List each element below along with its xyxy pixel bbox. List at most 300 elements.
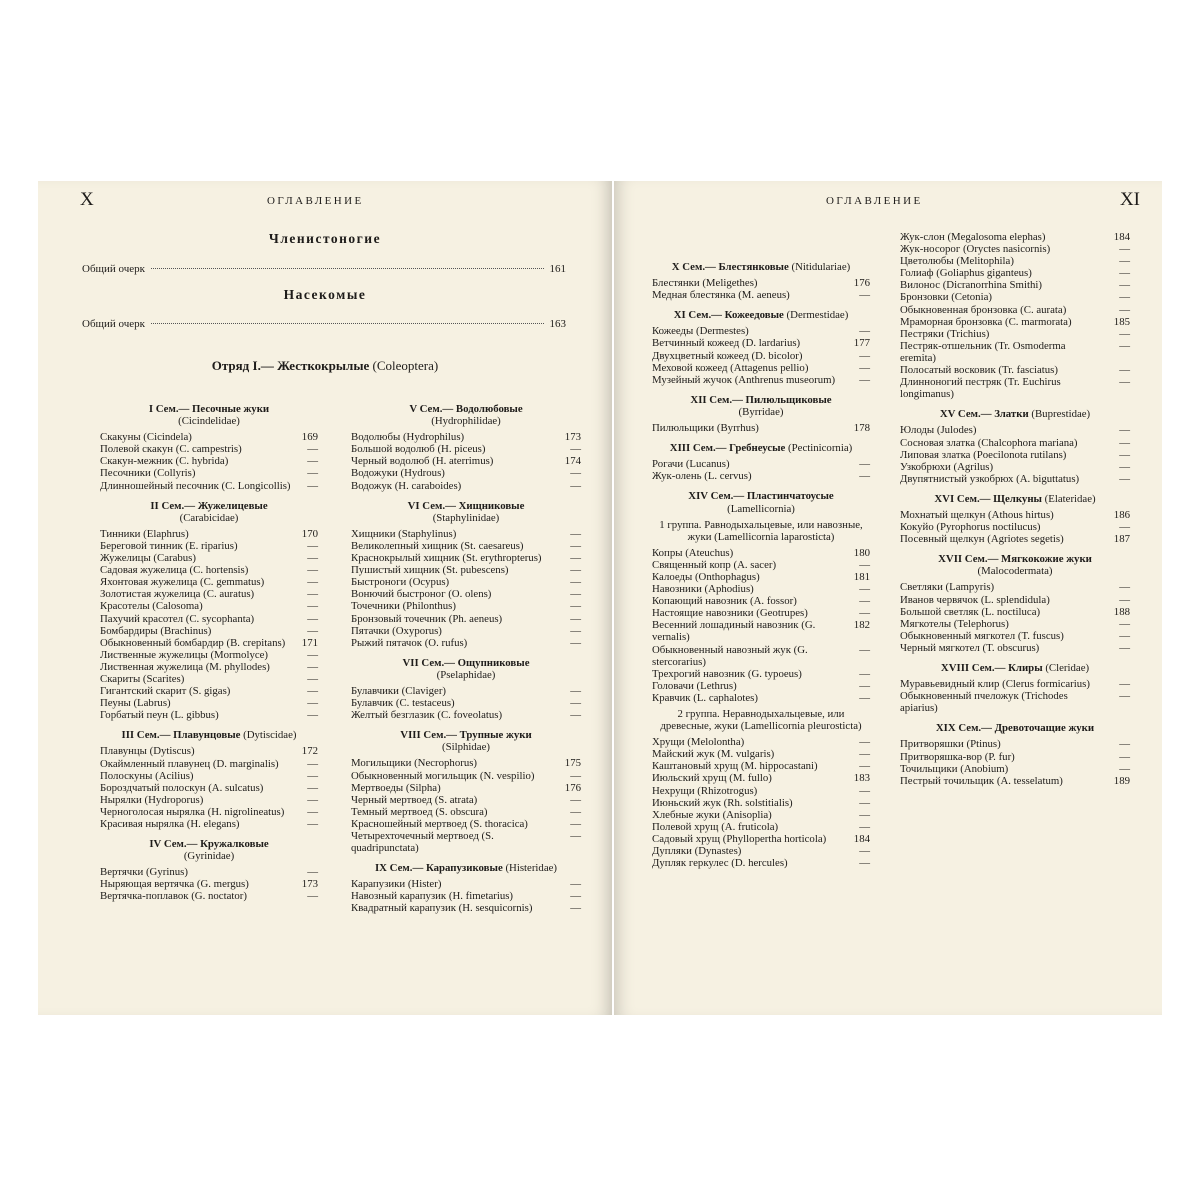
family-latin-name: (Cleridae): [1042, 662, 1090, 674]
entry-page-number: 185: [1113, 315, 1130, 328]
toc-entry: [900, 449, 1130, 461]
entry-title: Июньский жук (Rh. solstitialis): [652, 796, 793, 809]
entry-title: Садовая жужелица (C. hortensis): [100, 564, 249, 577]
toc-entry: [100, 588, 318, 600]
overview-page: 163: [549, 318, 566, 330]
toc-entry: [100, 564, 318, 576]
entry-page-number: —: [859, 760, 870, 773]
entry-page-number: —: [1119, 460, 1130, 473]
toc-entry: [652, 422, 870, 434]
family-latin-name: (Carabicidae): [179, 511, 239, 524]
toc-entry: [900, 690, 1130, 714]
toc-entry: [100, 782, 318, 794]
entry-title: Мертвоеды (Silpha): [351, 781, 441, 794]
entry-page-number: —: [859, 845, 870, 858]
toc-entry: [652, 736, 870, 748]
entry-title: Черный мягкотел (T. obscurus): [900, 641, 1040, 654]
entry-title: Черноголосая нырялка (H. nigrolineatus): [100, 805, 285, 818]
toc-entry: [351, 794, 581, 806]
family-latin-name: (Dytiscidae): [240, 729, 297, 742]
entry-title: Посевный щелкун (Agriotes segetis): [900, 533, 1064, 546]
entry-page-number: —: [859, 667, 870, 680]
entry-title: Мохнатый щелкун (Athous hirtus): [900, 508, 1054, 521]
family-heading: [351, 403, 581, 427]
entry-page-number: —: [307, 672, 318, 685]
entry-page-number: —: [307, 757, 318, 770]
entry-page-number: 184: [853, 832, 870, 845]
page-number: X: [80, 189, 94, 210]
overview-entry-arthropods: [82, 263, 566, 275]
entry-page-number: 180: [853, 546, 870, 559]
family-latin-name: (Elateridae): [1041, 492, 1096, 505]
entry-title: Калоеды (Onthophagus): [652, 570, 760, 583]
entry-page-number: —: [570, 817, 581, 830]
entry-page-number: —: [1119, 641, 1130, 654]
entry-page-number: —: [1119, 255, 1130, 268]
toc-entry: [900, 751, 1130, 763]
entry-title: Точечники (Philonthus): [351, 600, 456, 613]
toc-entry: [351, 830, 581, 854]
group-heading: 1 группа. Равнодыхальцевые, или навозные, жуки (Lamellicornia laparosticta): [659, 518, 863, 543]
entry-page-number: —: [570, 636, 581, 649]
toc-entry: [900, 606, 1130, 618]
entry-title: Пятачки (Oxyporus): [351, 624, 442, 637]
toc-entry: [652, 374, 870, 386]
toc-entry: [100, 528, 318, 540]
entry-title: Вилонос (Dicranorrhina Smithi): [900, 279, 1042, 292]
entry-page-number: —: [1119, 629, 1130, 642]
toc-entry: [652, 644, 870, 668]
entry-page-number: —: [859, 820, 870, 833]
entry-title: Бронзовый точечник (Ph. aeneus): [351, 612, 503, 625]
entry-page-number: 172: [301, 745, 318, 758]
family-latin-name: (Silphidae): [442, 741, 490, 754]
entry-title: Красношейный мертвоед (S. thoracica): [351, 817, 528, 830]
family-name: IV Сем.— Кружалковые: [149, 838, 269, 851]
entry-page-number: —: [570, 890, 581, 903]
toc-entry: [652, 470, 870, 482]
entry-title: Черный водолюб (H. aterrimus): [351, 455, 494, 468]
family-name: VIII Сем.— Трупные жуки: [400, 729, 532, 742]
family-name: II Сем.— Жужелицевые: [150, 499, 268, 512]
entry-title: Обыкновенный пчеложук (Trichodes apiarius): [900, 690, 1068, 715]
entry-title: Мраморная бронзовка (C. marmorata): [900, 315, 1072, 328]
entry-page-number: —: [859, 691, 870, 704]
toc-entry: [100, 758, 318, 770]
entry-page-number: 169: [301, 431, 318, 444]
entry-page-number: 174: [564, 455, 581, 468]
toc-entry: [900, 255, 1130, 267]
entry-page-number: —: [1119, 678, 1130, 691]
entry-title: Обыкновенный бомбардир (B. crepitans): [100, 636, 286, 649]
family-heading: [652, 490, 870, 514]
family-name: XII Сем.— Пилюльщиковые: [690, 393, 832, 406]
toc-entry: [900, 509, 1130, 521]
toc-entry: [652, 547, 870, 559]
entry-title: Обыкновенный мягкотел (T. fuscus): [900, 629, 1064, 642]
toc-entry: [900, 316, 1130, 328]
entry-page-number: 181: [853, 570, 870, 583]
entry-page-number: —: [1119, 738, 1130, 751]
entry-title: Блестянки (Meligethes): [652, 277, 758, 290]
entry-title: Весенний лошадиный навозник (G. vernalis): [652, 619, 816, 644]
entry-title: Кокуйо (Pyrophorus noctilucus): [900, 521, 1041, 534]
entry-title: Пахучий красотел (C. sycophanta): [100, 612, 255, 625]
family-latin-name: (Buprestidae): [1028, 408, 1091, 421]
section-title-insects: Насекомые: [283, 287, 367, 302]
toc-column-2: [351, 403, 581, 915]
toc-entry: [351, 902, 581, 914]
entry-title: Водожуки (Hydrous): [351, 467, 445, 480]
toc-entry: [900, 304, 1130, 316]
family-latin-name: (Staphylinidae): [432, 511, 500, 524]
toc-entry: [900, 473, 1130, 485]
entry-title: Булавчики (Claviger): [351, 684, 447, 697]
entry-title: Настоящие навозники (Geotrupes): [652, 607, 808, 620]
entry-page-number: —: [307, 660, 318, 673]
entry-title: Навозники (Aphodius): [652, 583, 754, 596]
family-latin-name: (Byrridae): [738, 405, 784, 418]
family-latin-name: (Pselaphidae): [436, 668, 496, 681]
entry-title: Водожук (H. caraboides): [351, 479, 462, 492]
entry-title: Рыжий пятачок (O. rufus): [351, 636, 468, 649]
toc-entry: [351, 576, 581, 588]
order-heading-bold: Отряд I.— Жесткокрылые: [211, 358, 370, 373]
entry-title: Точильщики (Anobium): [900, 762, 1009, 775]
toc-entry: [652, 458, 870, 470]
entry-title: Меховой кожеед (Attagenus pellio): [652, 361, 809, 374]
section-title-arthropods: Членистоногие: [268, 231, 382, 246]
entry-page-number: —: [570, 805, 581, 818]
entry-page-number: —: [1119, 750, 1130, 763]
toc-entry: [652, 325, 870, 337]
toc-entry: [100, 552, 318, 564]
toc-entry: [900, 364, 1130, 376]
entry-page-number: —: [570, 467, 581, 480]
entry-page-number: 176: [853, 277, 870, 290]
entry-title: Быстроноги (Ocypus): [351, 576, 450, 589]
entry-page-number: —: [1119, 448, 1130, 461]
toc-entry: [351, 528, 581, 540]
entry-page-number: —: [307, 709, 318, 722]
toc-entry: [652, 785, 870, 797]
entry-page-number: —: [570, 709, 581, 722]
entry-title: Медная блестянка (M. aeneus): [652, 289, 790, 302]
entry-page-number: —: [307, 576, 318, 589]
family-name: IX Сем.— Карапузиковые: [374, 862, 503, 875]
toc-entry: [351, 818, 581, 830]
toc-entry: [100, 794, 318, 806]
toc-column-4: [900, 231, 1130, 787]
entry-title: Водолюбы (Hydrophilus): [351, 431, 465, 444]
entry-title: Майский жук (M. vulgaris): [652, 748, 775, 761]
entry-title: Садовый хрущ (Phyllopertha horticola): [652, 832, 827, 845]
entry-title: Двупятнистый узкобрюх (A. biguttatus): [900, 472, 1080, 485]
entry-page-number: —: [307, 648, 318, 661]
entry-page-number: —: [307, 479, 318, 492]
toc-entry: [900, 376, 1130, 400]
family-name: XIX Сем.— Древоточащие жуки: [935, 722, 1095, 735]
entry-page-number: —: [1119, 472, 1130, 485]
entry-page-number: —: [859, 643, 870, 656]
entry-title: Большой водолюб (H. piceus): [351, 443, 486, 456]
entry-title: Хищники (Staphylinus): [351, 527, 457, 540]
entry-title: Скакуны (Cicindela): [100, 431, 192, 444]
toc-entry: [100, 818, 318, 830]
entry-title: Вертячка-поплавок (G. noctator): [100, 890, 247, 903]
entry-title: Полевой скакун (C. campestris): [100, 443, 242, 456]
toc-entry: [900, 461, 1130, 473]
toc-entry: [900, 738, 1130, 750]
entry-page-number: —: [307, 805, 318, 818]
toc-entry: [100, 455, 318, 467]
entry-title: Великолепный хищник (St. caesareus): [351, 539, 524, 552]
entry-title: Музейный жучок (Anthrenus museorum): [652, 373, 836, 386]
entry-title: Иванов червячок (L. splendidula): [900, 593, 1050, 606]
entry-title: Золотистая жужелица (C. auratus): [100, 588, 255, 601]
family-heading: [100, 729, 318, 741]
entry-page-number: —: [859, 857, 870, 870]
entry-page-number: —: [570, 697, 581, 710]
toc-column-1: [100, 403, 318, 903]
entry-title: Лиственные жужелицы (Mormolyce): [100, 648, 269, 661]
toc-entry: [100, 600, 318, 612]
entry-title: Голиаф (Goliaphus giganteus): [900, 267, 1032, 280]
leader-dots: [151, 268, 543, 269]
toc-entry: [900, 243, 1130, 255]
family-name: VII Сем.— Ощупниковые: [402, 656, 530, 669]
entry-title: Могильщики (Necrophorus): [351, 757, 478, 770]
toc-entry: [100, 649, 318, 661]
entry-page-number: —: [307, 539, 318, 552]
entry-page-number: —: [570, 539, 581, 552]
family-name: I Сем.— Песочные жуки: [148, 403, 270, 415]
entry-page-number: —: [1119, 291, 1130, 304]
toc-entry: [652, 362, 870, 374]
entry-page-number: —: [307, 818, 318, 830]
entry-title: Цветолюбы (Melitophila): [900, 255, 1014, 268]
entry-title: Тинники (Elaphrus): [100, 527, 189, 540]
toc-entry: [100, 697, 318, 709]
entry-page-number: —: [307, 612, 318, 625]
entry-title: Июльский хрущ (M. fullo): [652, 772, 772, 785]
entry-title: Узкобрюхи (Agrilus): [900, 460, 994, 473]
entry-page-number: —: [307, 552, 318, 565]
family-heading: [351, 500, 581, 524]
entry-title: Нырялки (Hydroporus): [100, 793, 204, 806]
entry-page-number: —: [307, 467, 318, 480]
entry-page-number: —: [1119, 762, 1130, 775]
toc-entry: [652, 607, 870, 619]
entry-page-number: —: [1119, 424, 1130, 437]
entry-title: Четырехточечный мертвоед (S. quadripunctata): [351, 830, 494, 855]
entry-title: Копры (Ateuchus): [652, 546, 734, 559]
toc-entry: [900, 763, 1130, 775]
toc-entry: [900, 618, 1130, 630]
entry-title: Длинноногий пестряк (Tr. Euchirus longimanus): [900, 376, 1061, 401]
entry-title: Квадратный карапузик (H. sesquicornis): [351, 902, 533, 915]
entry-title: Притворяшки (Ptinus): [900, 738, 1001, 751]
toc-entry: [100, 661, 318, 673]
family-heading: [900, 408, 1130, 420]
family-latin-name: (Pectinicornia): [785, 442, 853, 455]
entry-title: Бороздчатый полоскун (A. sulcatus): [100, 781, 264, 794]
entry-title: Черный мертвоед (S. atrata): [351, 793, 478, 806]
toc-entry: [652, 277, 870, 289]
toc-entry: [900, 642, 1130, 654]
entry-page-number: —: [859, 796, 870, 809]
toc-entry: [100, 709, 318, 721]
entry-page-number: —: [307, 600, 318, 613]
entry-title: Булавчик (C. testaceus): [351, 697, 455, 710]
entry-title: Обыкновенный навозный жук (G. stercorarius): [652, 643, 808, 668]
family-latin-name: (Malocodermata): [977, 565, 1053, 578]
entry-title: Полосатый восковик (Tr. fasciatus): [900, 364, 1058, 377]
toc-entry: [351, 625, 581, 637]
entry-title: Юлоды (Julodes): [900, 424, 977, 437]
entry-page-number: —: [859, 748, 870, 761]
toc-entry: [351, 455, 581, 467]
entry-page-number: —: [1119, 243, 1130, 256]
toc-entry: [900, 437, 1130, 449]
toc-entry: [351, 878, 581, 890]
entry-page-number: —: [859, 679, 870, 692]
toc-entry: [900, 328, 1130, 340]
entry-title: Кравчик (L. caphalotes): [652, 691, 758, 704]
entry-page-number: —: [859, 607, 870, 620]
entry-page-number: —: [570, 878, 581, 891]
entry-title: Бомбардиры (Brachinus): [100, 624, 212, 637]
entry-page-number: —: [570, 612, 581, 625]
entry-title: Двухцветный кожеед (D. bicolor): [652, 349, 803, 362]
family-latin-name: (Lamellicornia): [727, 502, 795, 515]
toc-entry: [652, 571, 870, 583]
toc-entry: [652, 619, 870, 643]
toc-entry: [351, 685, 581, 697]
family-heading: [351, 862, 581, 874]
entry-title: Пестрый точильщик (A. tesselatum): [900, 774, 1063, 787]
entry-page-number: —: [859, 289, 870, 302]
entry-title: Желтый безглазик (C. foveolatus): [351, 709, 503, 722]
toc-entry: [351, 637, 581, 649]
entry-page-number: 175: [564, 757, 581, 770]
left-page: [38, 181, 612, 1015]
family-name: XIII Сем.— Гребнеусые: [669, 442, 786, 455]
entry-page-number: —: [859, 325, 870, 338]
toc-entry: [351, 540, 581, 552]
toc-entry: [900, 678, 1130, 690]
entry-title: Краснокрылый хищник (St. erythropterus): [351, 552, 542, 565]
toc-entry: [900, 340, 1130, 364]
entry-page-number: —: [307, 769, 318, 782]
toc-entry: [652, 797, 870, 809]
family-heading: [100, 500, 318, 524]
entry-page-number: —: [859, 595, 870, 608]
overview-label: Общий очерк: [82, 263, 146, 275]
entry-page-number: 170: [301, 527, 318, 540]
toc-entry: [100, 878, 318, 890]
toc-entry: [351, 600, 581, 612]
entry-title: Вертячки (Gyrinus): [100, 866, 188, 879]
entry-page-number: —: [1119, 327, 1130, 340]
family-heading: [900, 493, 1130, 505]
entry-page-number: —: [307, 866, 318, 879]
toc-entry: [100, 540, 318, 552]
entry-page-number: —: [859, 349, 870, 362]
entry-title: Пушистый хищник (St. pubescens): [351, 564, 509, 577]
order-heading: [38, 358, 612, 374]
toc-entry: [100, 625, 318, 637]
entry-title: Горбатый пеун (L. gibbus): [100, 709, 219, 722]
toc-entry: [351, 552, 581, 564]
entry-page-number: 173: [564, 431, 581, 444]
toc-entry: [900, 279, 1130, 291]
entry-page-number: —: [1119, 376, 1130, 389]
entry-page-number: —: [1119, 303, 1130, 316]
entry-title: Жужелицы (Carabus): [100, 552, 196, 565]
entry-page-number: —: [1119, 521, 1130, 534]
entry-page-number: —: [570, 576, 581, 589]
family-latin-name: (Gyrinidae): [183, 850, 235, 863]
toc-entry: [100, 890, 318, 902]
entry-page-number: —: [859, 784, 870, 797]
toc-entry: [652, 857, 870, 869]
overview-label: Общий очерк: [82, 318, 146, 330]
toc-entry: [351, 443, 581, 455]
toc-entry: [351, 467, 581, 479]
entry-title: Пеуны (Labrus): [100, 697, 171, 710]
entry-page-number: —: [859, 558, 870, 571]
toc-entry: [900, 521, 1130, 533]
entry-page-number: —: [1119, 364, 1130, 377]
entry-page-number: —: [307, 624, 318, 637]
entry-page-number: —: [570, 793, 581, 806]
toc-entry: [100, 480, 318, 492]
entry-title: Дупляк геркулес (D. hercules): [652, 857, 788, 870]
family-heading: [900, 662, 1130, 674]
family-name: XVI Сем.— Щелкуны: [934, 492, 1042, 505]
entry-title: Головачи (Lethrus): [652, 679, 737, 692]
toc-entry: [900, 581, 1130, 593]
entry-page-number: —: [570, 443, 581, 456]
entry-page-number: —: [307, 443, 318, 456]
entry-title: Притворяшка-вор (P. fur): [900, 750, 1015, 763]
entry-title: Каштановый хрущ (M. hippocastani): [652, 760, 818, 773]
entry-title: Хрущи (Melolontha): [652, 736, 745, 749]
entry-title: Пестряки (Trichius): [900, 327, 990, 340]
toc-entry: [351, 782, 581, 794]
entry-title: Липовая златка (Poecilonota rutilans): [900, 448, 1067, 461]
entry-page-number: 173: [301, 878, 318, 891]
entry-page-number: —: [307, 793, 318, 806]
toc-entry: [652, 289, 870, 301]
family-latin-name: (Histeridae): [502, 862, 558, 875]
entry-page-number: 176: [564, 781, 581, 794]
toc-entry: [351, 480, 581, 492]
page-number: XI: [1119, 189, 1140, 210]
entry-title: Длинношейный песочник (C. Longicollis): [100, 479, 291, 492]
leader-dots: [151, 323, 543, 324]
entry-title: Светляки (Lampyris): [900, 581, 995, 594]
entry-title: Бронзовки (Cetonia): [900, 291, 992, 304]
entry-title: Темный мертвоед (S. obscura): [351, 805, 488, 818]
toc-entry: [900, 533, 1130, 545]
entry-title: Ветчинный кожеед (D. lardarius): [652, 337, 801, 350]
toc-entry: [900, 291, 1130, 303]
entry-title: Жук-слон (Megalosoma elephas): [900, 231, 1046, 243]
entry-title: Полоскуны (Acilius): [100, 769, 194, 782]
entry-page-number: —: [1119, 690, 1130, 703]
